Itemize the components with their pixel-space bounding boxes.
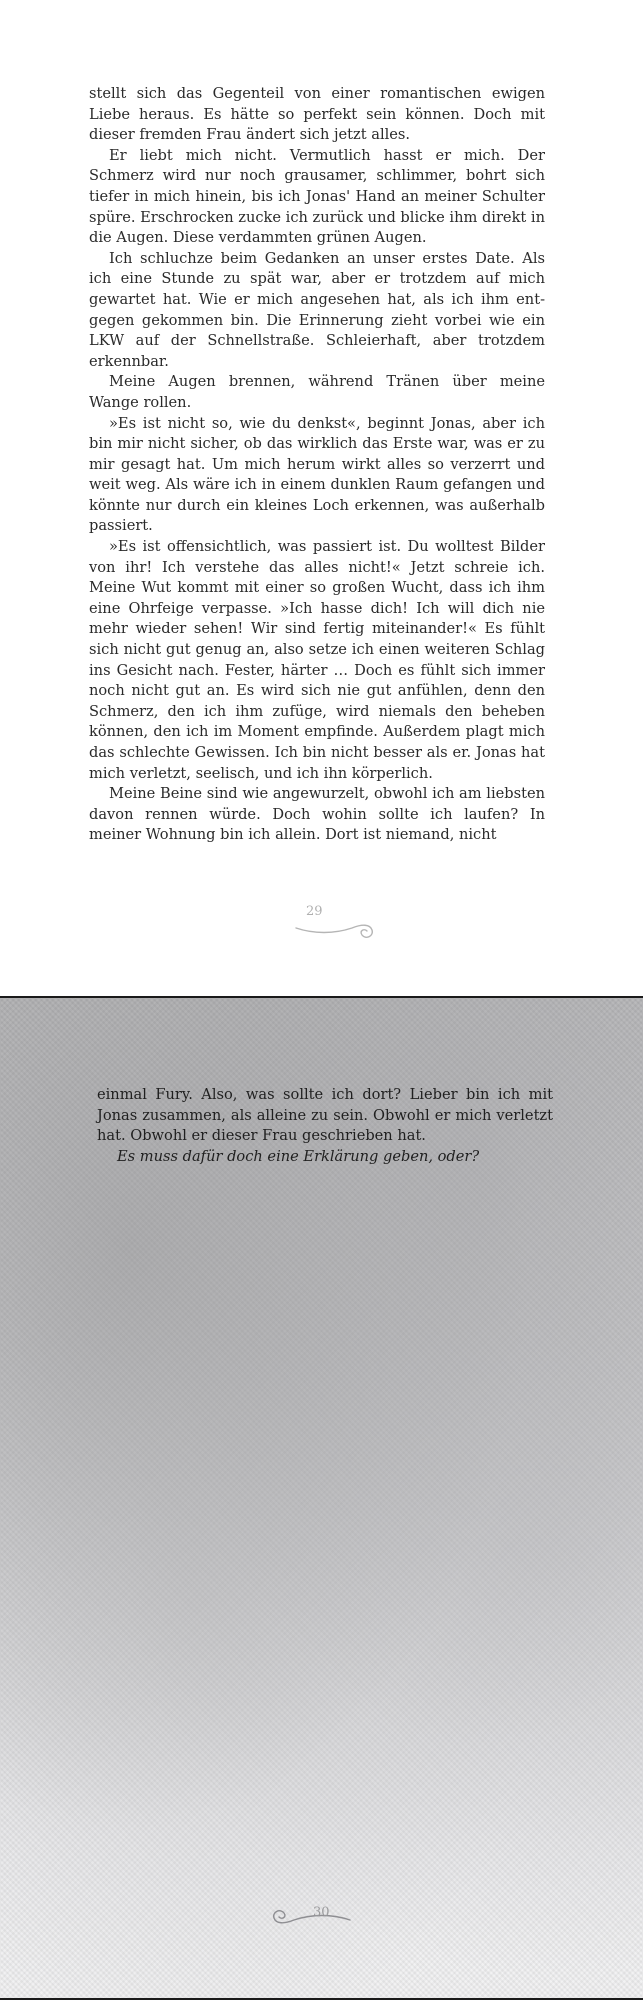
paragraph: Er liebt mich nicht. Vermutlich hasst er mich. Der Schmerz wird nur noch grausamer, schlimmer, bohrt sich tiefer in mich hinein, bis ich Jonas' Hand an meiner Schulter spüre. Erschrocken zucke ich zurück und blicke ihm direkt in die Augen. Diese verdammten grünen Augen. bbox=[89, 146, 545, 247]
paragraph: »Es ist nicht so, wie du denkst«, beginnt Jonas, aber ich bin mir nicht sicher, ob das wirklich das Erste war, was er zu mir gesagt hat. Um mich herum wirkt alles so verzerrt und weit weg. Als wäre ich in einem dunklen Raum gefangen und könnte nur durch ein kleines Loch erkennen, was außerhalb passiert. bbox=[89, 414, 545, 535]
paragraph: stellt sich das Gegenteil von einer romantischen ewigen Liebe heraus. Es hätte so perfekt sein können. Doch mit dieser fremden Frau ändert sich jetzt alles. bbox=[89, 85, 545, 144]
page-flourish-icon bbox=[262, 1904, 352, 1944]
paragraph: Ich schluchze beim Gedanken an unser erstes Date. Als ich eine Stunde zu spät war, aber er trotzdem auf mich gewartet hat. Wie er mich angesehen hat, als ich ihm entgegen gekommen bin. Die Erinnerung zieht vorbei wie ein LKW auf der Schnellstraße. Schleierhaft, aber trotzdem erkennbar. bbox=[89, 249, 545, 370]
page-number: 29 bbox=[306, 904, 323, 919]
paragraph: Meine Beine sind wie angewurzelt, obwohl ich am liebsten davon rennen würde. Doch wohin sollte ich laufen? In meiner Wohnung bin ich allein. Dort ist niemand, nicht bbox=[89, 785, 545, 844]
page-body-text bbox=[89, 84, 545, 846]
page-body-text bbox=[97, 1085, 553, 1167]
paragraph: »Es ist offensichtlich, was passiert ist. Du wolltest Bilder von ihr! Ich verstehe das alles nicht!« Jetzt schreie ich. Meine Wut kommt mit einer so großen Wucht, dass ich ihm eine Ohrfeige verpasse. »Ich hasse dich! Ich will dich nie mehr wieder sehen! Wir sind fertig miteinander!« Es fühlt sich nicht gut genug an, also setze ich einen weiteren Schlag ins Gesicht nach. Fester, härter … Doch es fühlt sich immer noch nicht gut an. Es wird sich nie gut anfühlen, denn den Schmerz, den ich ihm zufüge, wird niemals den beheben können, den ich im Moment empfinde. Außerdem plagt mich das schlechte Gewissen. Ich bin nicht besser als er. Jonas hat mich verletzt, seelisch, und ich ihn körperlich. bbox=[89, 538, 545, 782]
paragraph: einmal Fury. Also, was sollte ich dort? Lieber bin ich mit Jonas zusammen, als alleine zu sein. Obwohl er mich verletzt hat. Obwohl er dieser Frau geschrieben hat. bbox=[97, 1086, 553, 1145]
italic-paragraph: Es muss dafür doch eine Erklärung geben, oder? bbox=[117, 1147, 480, 1165]
paragraph: Meine Augen brennen, während Tränen über meine Wange rollen. bbox=[89, 373, 545, 411]
book-page-30 bbox=[0, 998, 643, 1998]
book-page-29 bbox=[0, 0, 643, 996]
page-number: 30 bbox=[313, 1905, 330, 1920]
